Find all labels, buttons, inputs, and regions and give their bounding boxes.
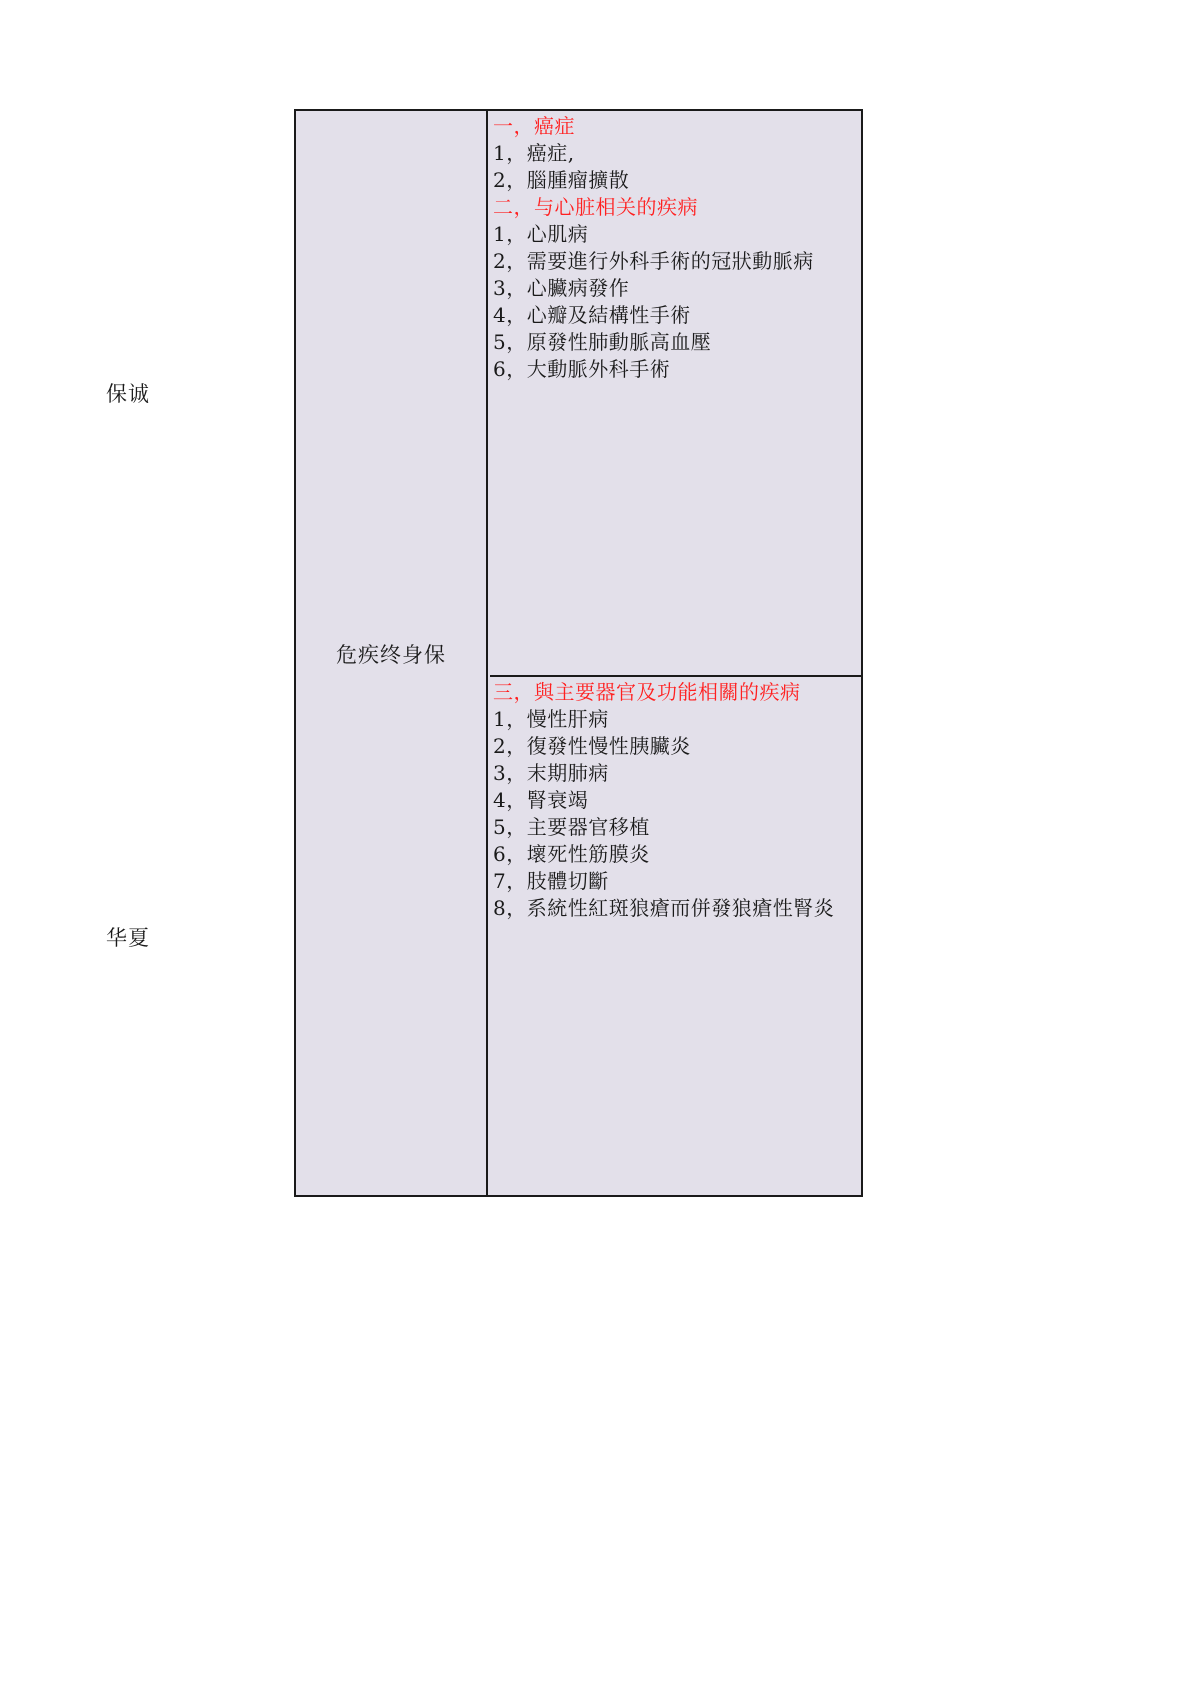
coverage-section-top	[490, 111, 861, 677]
list-item: 5，原發性肺動脈高血壓	[493, 330, 712, 354]
list-item: 5，主要器官移植	[493, 815, 650, 839]
list-item: 2，腦腫瘤擴散	[493, 168, 630, 192]
list-item: 8，系統性紅斑狼瘡而併發狼瘡性腎炎	[493, 896, 835, 920]
section-heading-organs: 三，與主要器官及功能相關的疾病	[493, 680, 801, 704]
list-item: 4，腎衰竭	[493, 788, 589, 812]
insurer-label-huaxia: 华夏	[106, 926, 150, 950]
list-item: 1，慢性肝病	[493, 707, 609, 731]
section-heading-cancer: 一，癌症	[493, 114, 575, 138]
list-item: 7，肢體切斷	[493, 869, 609, 893]
list-item: 1，癌症,	[493, 141, 575, 165]
list-item: 3，末期肺病	[493, 761, 609, 785]
insurer-label-baocheng: 保诚	[106, 382, 150, 406]
list-item: 6，大動脈外科手術	[493, 357, 671, 381]
list-item: 2，需要進行外科手術的冠狀動脈病	[493, 249, 814, 273]
coverage-table	[294, 109, 863, 1197]
list-item: 2，復發性慢性胰臟炎	[493, 734, 691, 758]
product-column	[296, 111, 488, 1195]
list-item: 6，壞死性筋膜炎	[493, 842, 650, 866]
coverage-section-bottom	[490, 677, 861, 1195]
section-heading-heart: 二，与心脏相关的疾病	[493, 195, 698, 219]
list-item: 4，心瓣及結構性手術	[493, 303, 691, 327]
list-item: 1，心肌病	[493, 222, 589, 246]
list-item: 3，心臟病發作	[493, 276, 630, 300]
product-name: 危疾终身保	[336, 643, 446, 667]
